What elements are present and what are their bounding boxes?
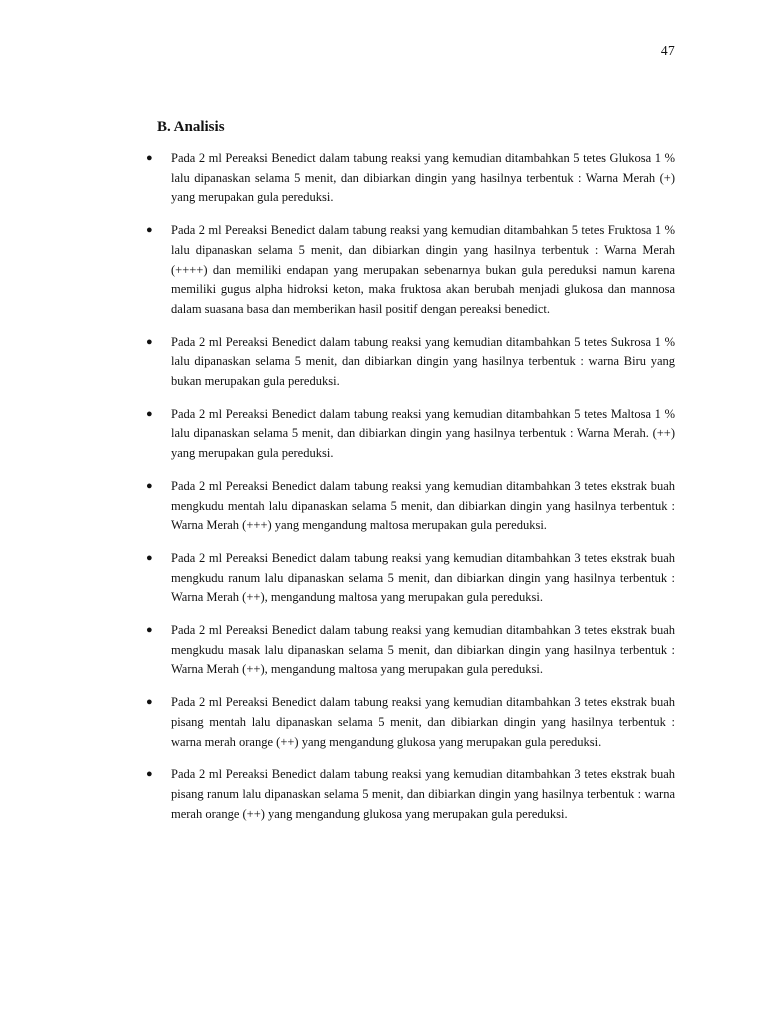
analysis-item-2 bbox=[146, 221, 675, 320]
analysis-list bbox=[146, 149, 675, 837]
bullet-icon: ● bbox=[146, 224, 153, 237]
bullet-icon: ● bbox=[146, 407, 153, 420]
analysis-item-1 bbox=[146, 149, 675, 208]
bullet-icon: ● bbox=[146, 479, 153, 492]
bullet-icon: ● bbox=[146, 335, 153, 348]
analysis-item-text: Pada 2 ml Pereaksi Benedict dalam tabung reaksi yang kemudian ditambahkan 3 tetes ekstrak buah mengkudu mentah lalu dipanaskan selama 5 menit, dan dibiarkan dingin yang hasilnya terbentuk : Warna Merah (+++) yang mengandung maltosa merupakan gula pereduksi. bbox=[171, 478, 675, 533]
bullet-icon: ● bbox=[146, 551, 153, 564]
bullet-icon: ● bbox=[146, 624, 153, 637]
section-heading: B. Analisis bbox=[157, 119, 225, 135]
bullet-icon: ● bbox=[146, 696, 153, 709]
analysis-item-4 bbox=[146, 405, 675, 464]
bullet-icon: ● bbox=[146, 152, 153, 164]
analysis-item-text: Pada 2 ml Pereaksi Benedict dalam tabung reaksi yang kemudian ditambahkan 5 tetes Maltosa 1 % lalu dipanaskan selama 5 menit, dan dibiarkan dingin yang hasilnya terbentuk : Warna Merah. (++) yang merupakan gula pereduksi. bbox=[171, 406, 675, 461]
analysis-item-text: Pada 2 ml Pereaksi Benedict dalam tabung reaksi yang kemudian ditambahkan 3 tetes ekstrak buah pisang mentah lalu dipanaskan selama 5 menit, dan dibiarkan dingin yang hasilnya terbentuk : warna merah orange (++) yang mengandung glukosa yang merupakan gula pereduksi. bbox=[171, 695, 675, 749]
analysis-item-text: Pada 2 ml Pereaksi Benedict dalam tabung reaksi yang kemudian ditambahkan 3 tetes ekstrak buah mengkudu ranum lalu dipanaskan selama 5 menit, dan dibiarkan dingin yang hasilnya terbentuk : Warna Merah (++), mengandung maltosa yang merupakan gula pereduksi. bbox=[171, 550, 675, 605]
analysis-item-text: Pada 2 ml Pereaksi Benedict dalam tabung reaksi yang kemudian ditambahkan 3 tetes ekstrak buah mengkudu masak lalu dipanaskan selama 5 menit, dan dibiarkan dingin yang hasilnya terbentuk : Warna Merah (++), mengandung maltosa yang merupakan gula pereduksi. bbox=[171, 623, 675, 677]
page-number: 47 bbox=[660, 43, 675, 58]
bullet-icon: ● bbox=[146, 768, 153, 781]
analysis-item-3 bbox=[146, 333, 675, 392]
analysis-item-8 bbox=[146, 693, 675, 752]
analysis-item-text: Pada 2 ml Pereaksi Benedict dalam tabung reaksi yang kemudian ditambahkan 5 tetes Fruktosa 1 % lalu dipanaskan selama 5 menit, dan dibiarkan dingin yang hasilnya terbentuk : Warna Merah (++++) dan memiliki endapan yang merupakan sebenarnya bukan gula pereduksi namun karena memiliki gugus alpha hidroksi keton, maka fruktosa akan berubah menjadi glukosa dan mannosa dalam suasana basa dan memberikan hasil positif dengan pereaksi benedict. bbox=[171, 223, 675, 316]
analysis-item-text: Pada 2 ml Pereaksi Benedict dalam tabung reaksi yang kemudian ditambahkan 5 tetes Sukrosa 1 % lalu dipanaskan selama 5 menit, dan dibiarkan dingin yang hasilnya terbentuk : warna Biru yang bukan merupakan gula pereduksi. bbox=[171, 334, 675, 389]
analysis-item-6 bbox=[146, 549, 675, 608]
analysis-item-7 bbox=[146, 621, 675, 680]
analysis-item-5 bbox=[146, 477, 675, 536]
analysis-item-text: Pada 2 ml Pereaksi Benedict dalam tabung reaksi yang kemudian ditambahkan 5 tetes Glukosa 1 % lalu dipanaskan selama 5 menit, dan dibiarkan dingin yang hasilnya terbentuk : Warna Merah (+) yang merupakan gula pereduksi. bbox=[171, 151, 675, 205]
analysis-item-9 bbox=[146, 765, 675, 824]
analysis-item-text: Pada 2 ml Pereaksi Benedict dalam tabung reaksi yang kemudian ditambahkan 3 tetes ekstrak buah pisang ranum lalu dipanaskan selama 5 menit, dan dibiarkan dingin yang hasilnya terbentuk : warna merah orange (++) yang mengandung glukosa yang merupakan gula pereduksi. bbox=[171, 767, 675, 821]
